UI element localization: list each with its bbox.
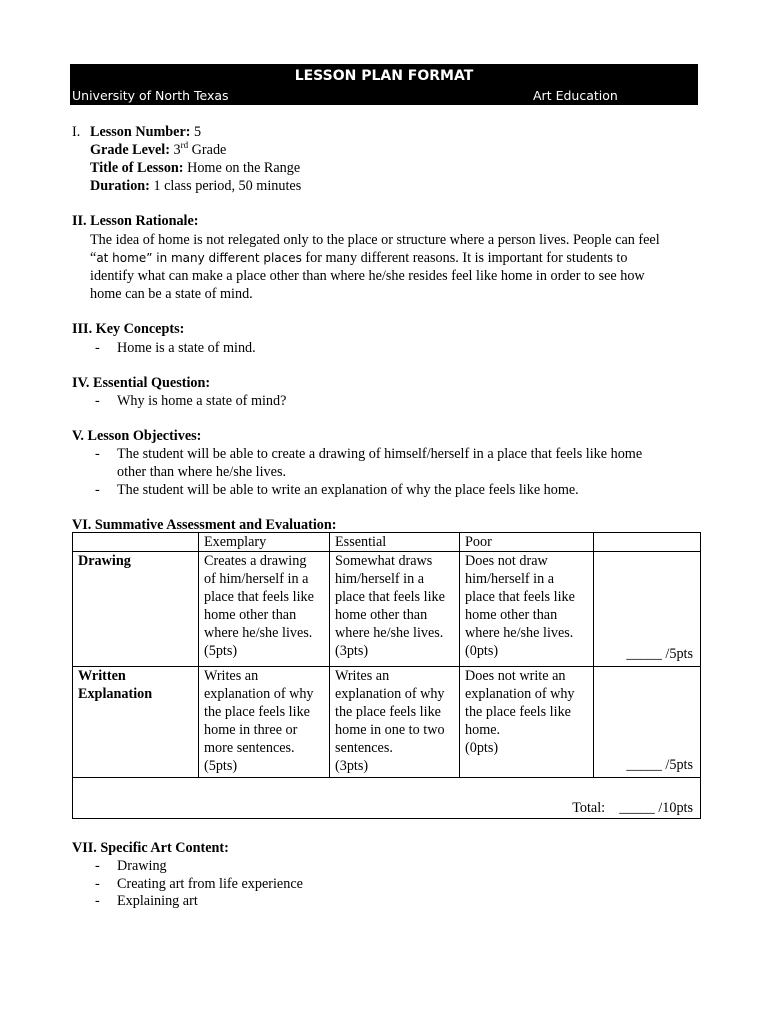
cell-line: (3pts)	[335, 758, 369, 774]
art-content-heading: VII. Specific Art Content:	[72, 840, 229, 856]
criterion-cell	[73, 552, 199, 667]
rationale-line-1: The idea of home is not relegated only to the place or structure where a person lives. People can feel	[90, 232, 660, 248]
total-row	[73, 778, 701, 819]
cell-line: home.	[465, 722, 501, 738]
cell-line: where he/she lives.	[204, 625, 313, 641]
bullet-dash: -	[95, 340, 100, 356]
cell-line: home other than	[204, 607, 297, 623]
lesson-number-value: 5	[194, 124, 202, 140]
table-row	[73, 667, 701, 778]
poor-cell	[460, 552, 594, 667]
bullet-dash: -	[95, 858, 100, 874]
cell-line: him/herself in a	[335, 571, 425, 587]
cell-line: the place feels like	[204, 704, 310, 720]
lesson-title-line	[90, 159, 300, 177]
total-label: Total:	[572, 800, 606, 816]
essential-cell	[330, 667, 460, 778]
department-name: Art Education	[533, 88, 618, 103]
grade-level-suffix: rd	[180, 140, 189, 150]
cell-line: (0pts)	[465, 740, 499, 756]
objective-2: The student will be able to write an explanation of why the place feels like home.	[117, 482, 579, 498]
header-cell-exemplary: Exemplary	[199, 533, 330, 552]
grade-level-word: Grade	[191, 142, 227, 158]
duration-value: 1 class period, 50 minutes	[153, 178, 302, 194]
art-content-item: Drawing	[117, 858, 167, 874]
university-name: University of North Texas	[72, 88, 229, 103]
cell-line: him/herself in a	[465, 571, 555, 587]
cell-line: home other than	[335, 607, 428, 623]
criterion-written-line-1: Written	[78, 668, 126, 684]
score-blank-written: _____ /5pts	[626, 757, 693, 773]
key-concepts-heading: III. Key Concepts:	[72, 321, 185, 337]
objectives-heading: V. Lesson Objectives:	[72, 428, 202, 444]
cell-line: more sentences.	[204, 740, 295, 756]
key-concept-item: Home is a state of mind.	[117, 340, 256, 356]
rationale-line-4: home can be a state of mind.	[90, 286, 253, 302]
cell-line: (5pts)	[204, 758, 238, 774]
duration-line	[90, 177, 301, 195]
cell-line: Writes an	[335, 668, 390, 684]
essential-question-item: Why is home a state of mind?	[117, 393, 287, 409]
lesson-number-line	[90, 123, 201, 141]
table-row	[73, 552, 701, 667]
header-banner	[70, 64, 698, 105]
score-blank-drawing: _____ /5pts	[626, 646, 693, 662]
cell-line: the place feels like	[465, 704, 571, 720]
bullet-dash: -	[95, 393, 100, 409]
rationale-quoted-text: at home” in many different places	[96, 251, 302, 265]
cell-line: home in one to two	[335, 722, 445, 738]
art-content-item: Explaining art	[117, 893, 198, 909]
cell-line: (3pts)	[335, 643, 369, 659]
art-content-item: Creating art from life experience	[117, 876, 303, 892]
total-line	[572, 799, 693, 817]
cell-line: (0pts)	[465, 643, 499, 659]
objective-1-line-1: The student will be able to create a drawing of himself/herself in a place that feels like home	[117, 446, 643, 462]
section-numeral: I.	[72, 124, 81, 140]
cell-line: place that feels like	[335, 589, 445, 605]
cell-line: home other than	[465, 607, 558, 623]
cell-line: where he/she lives.	[335, 625, 444, 641]
exemplary-cell	[199, 552, 330, 667]
header-cell-poor: Poor	[460, 533, 594, 552]
score-cell	[594, 667, 701, 778]
cell-line: where he/she lives.	[465, 625, 574, 641]
rationale-line-2-rest: for many different reasons. It is important for students to	[301, 250, 628, 266]
rationale-line-3: identify what can make a place other than where he/she resides feel like home in order to see how	[90, 268, 645, 284]
score-cell	[594, 552, 701, 667]
essential-cell	[330, 552, 460, 667]
criterion-cell	[73, 667, 199, 778]
assessment-rubric-table	[72, 532, 701, 819]
cell-line: Writes an	[204, 668, 259, 684]
cell-line: of him/herself in a	[204, 571, 309, 587]
total-value: _____ /10pts	[619, 800, 693, 816]
cell-line: sentences.	[335, 740, 393, 756]
grade-level-number: 3	[173, 142, 181, 158]
rationale-heading: II. Lesson Rationale:	[72, 213, 199, 229]
lesson-title-value: Home on the Range	[187, 160, 301, 176]
grade-level-line	[90, 141, 226, 159]
cell-line: Does not draw	[465, 553, 548, 569]
cell-line: explanation of why	[204, 686, 314, 702]
bullet-dash: -	[95, 893, 100, 909]
cell-line: Somewhat draws	[335, 553, 433, 569]
rationale-quote-open: “	[90, 250, 97, 266]
exemplary-cell	[199, 667, 330, 778]
cell-line: explanation of why	[335, 686, 445, 702]
document-title: LESSON PLAN FORMAT	[294, 68, 474, 84]
essential-question-heading: IV. Essential Question:	[72, 375, 211, 391]
header-cell-essential: Essential	[330, 533, 460, 552]
objective-1-line-2: other than where he/she lives.	[117, 464, 287, 480]
lesson-number-label: Lesson Number:	[90, 124, 191, 140]
duration-label: Duration:	[90, 178, 150, 194]
grade-level-label: Grade Level:	[90, 142, 170, 158]
cell-line: Does not write an	[465, 668, 566, 684]
header-cell-score	[594, 533, 701, 552]
criterion-drawing: Drawing	[78, 553, 131, 569]
bullet-dash: -	[95, 446, 100, 462]
table-header-row	[73, 533, 701, 552]
lesson-title-label: Title of Lesson:	[90, 160, 184, 176]
header-cell-empty	[73, 533, 199, 552]
rationale-line-2	[90, 249, 627, 267]
assessment-heading: VI. Summative Assessment and Evaluation:	[72, 517, 337, 533]
bullet-dash: -	[95, 876, 100, 892]
cell-line: explanation of why	[465, 686, 575, 702]
poor-cell	[460, 667, 594, 778]
cell-line: the place feels like	[335, 704, 441, 720]
cell-line: place that feels like	[465, 589, 575, 605]
cell-line: home in three or	[204, 722, 298, 738]
bullet-dash: -	[95, 482, 100, 498]
criterion-written-line-2: Explanation	[78, 686, 153, 702]
cell-line: (5pts)	[204, 643, 238, 659]
cell-line: place that feels like	[204, 589, 314, 605]
cell-line: Creates a drawing	[204, 553, 307, 569]
total-cell	[73, 778, 701, 819]
